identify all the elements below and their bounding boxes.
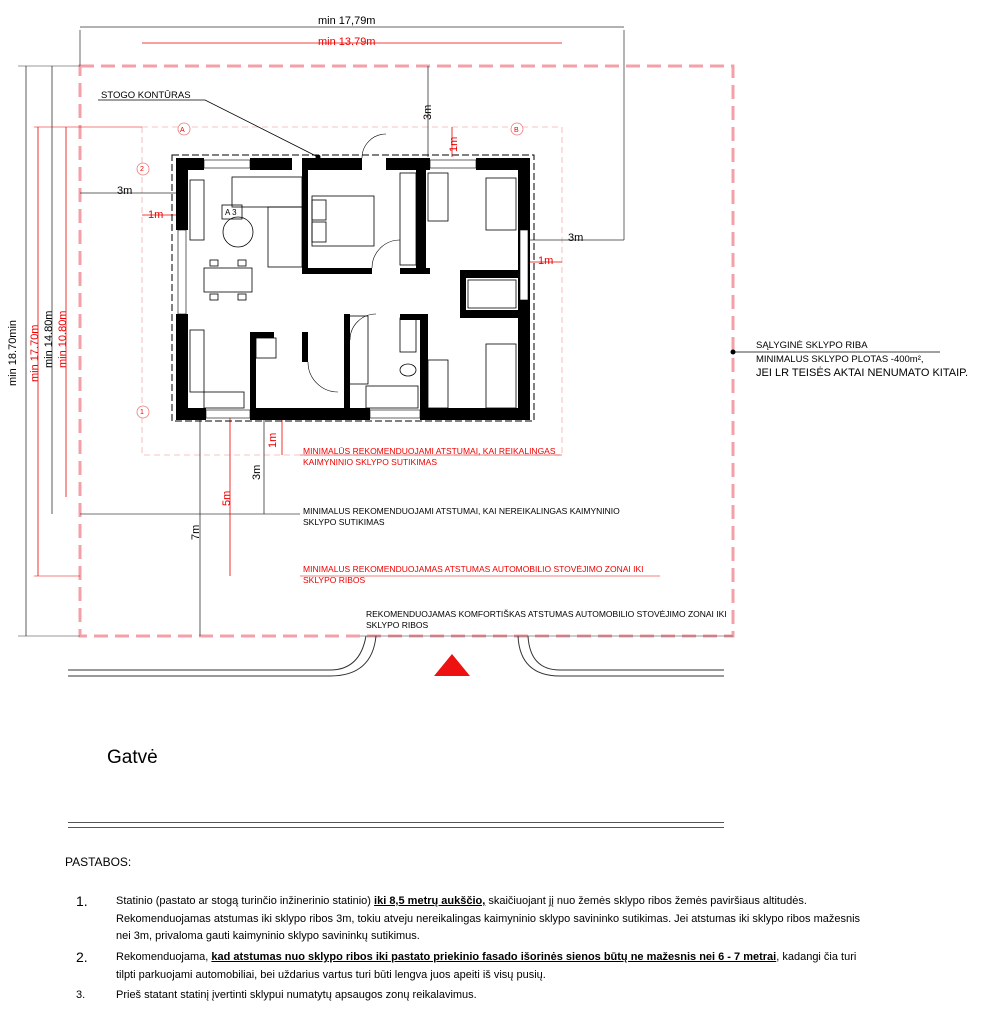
dim-bottom-7m: 7m bbox=[190, 524, 202, 540]
dim-right-3m: 3m bbox=[568, 232, 584, 244]
roof-outline-label: STOGO KONTŪRAS bbox=[101, 90, 191, 101]
dim-left-overall: min 18.70min bbox=[7, 319, 19, 386]
notes-title: PASTABOS: bbox=[65, 855, 132, 869]
note-text: Statinio (pastato ar stogą turinčio inžinerinio statinio) iki 8,5 metrų aukščio, skaičiuojant jį nuo žemės sklypo ribos žemės paviršiaus altitudės. Rekomenduojamas atstumas iki sklypo ribos 3m, tokiu atveju nereikalingas kaimyninio sklypo savininko sutikimas. Jei atstumas iki sklypo ribos mažesnis nei 3m, privaloma gauti kaimyninio sklypo savininkų sutikimus. bbox=[116, 895, 861, 942]
parking-min-label-1: MINIMALUS REKOMENDUOJAMAS ATSTUMAS AUTOMOBILIO STOVĖJIMO ZONAI IKI bbox=[303, 564, 644, 574]
dim-top-overall: min 17,79m bbox=[318, 15, 376, 27]
neighbor-required-label-1: MINIMALŪS REKOMENDUOJAMI ATSTUMAI, KAI REIKALINGAS bbox=[303, 446, 556, 456]
plot-boundary-label-3: JEI LR TEISĖS AKTAI NENUMATO KITAIP. bbox=[756, 367, 969, 379]
neighbor-not-required-label-1: MINIMALUS REKOMENDUOJAMI ATSTUMAI, KAI NEREIKALINGAS KAIMYNINIO bbox=[303, 506, 620, 516]
dim-top-3m: 3m bbox=[422, 104, 434, 120]
room-tag: A 3 bbox=[225, 208, 237, 217]
roof-outline bbox=[172, 155, 534, 421]
axis-a-label: A bbox=[180, 127, 185, 134]
driveway-curbs bbox=[68, 636, 724, 676]
note-number: 1. bbox=[76, 893, 88, 909]
doors bbox=[308, 134, 400, 392]
building-walls bbox=[176, 158, 530, 420]
dim-top-red: min 13.79m bbox=[318, 36, 376, 48]
left-dimensions bbox=[18, 66, 176, 636]
windows bbox=[178, 160, 528, 418]
note-number: 2. bbox=[76, 949, 88, 965]
dim-left-red2: min 10.80m bbox=[57, 310, 69, 368]
note-text: Rekomenduojama, kad atstumas nuo sklypo ribos iki pastato priekinio fasado išorinės sienos būtų ne mažesnis nei 6 - 7 metrai, kadangi čia turi tilpti parkuojami automobiliai, bei uždarius vartus turi būti lengva juos apeiti iš visų pusių. bbox=[116, 951, 857, 981]
parking-comfort-label-2: SKLYPO RIBOS bbox=[366, 620, 429, 630]
furniture bbox=[190, 173, 516, 408]
street-line bbox=[68, 822, 724, 828]
axis-b-label: B bbox=[514, 127, 519, 134]
neighbor-not-required-label-2: SKLYPO SUTIKIMAS bbox=[303, 517, 385, 527]
parking-min-label-2: SKLYPO RIBOS bbox=[303, 575, 366, 585]
dim-left-red1: min 17.70m bbox=[29, 324, 41, 382]
note-text: Prieš statant statinį įvertinti sklypui numatytų apsaugos zonų reikalavimus. bbox=[116, 989, 477, 1001]
entrance-arrow bbox=[434, 654, 470, 676]
neighbor-required-label-2: KAIMYNINIO SKLYPO SUTIKIMAS bbox=[303, 457, 437, 467]
dim-left-1m: 1m bbox=[148, 209, 164, 221]
street-label: Gatvė bbox=[107, 747, 158, 768]
axis-1-label: 1 bbox=[140, 409, 144, 416]
plot-boundary-label-2: MINIMALUS SKLYPO PLOTAS -400m², bbox=[756, 354, 924, 365]
dim-right-1m: 1m bbox=[538, 255, 554, 267]
dim-bottom-5m: 5m bbox=[221, 490, 233, 506]
plot-boundary-label-1: SĄLYGINĖ SKLYPO RIBA bbox=[756, 340, 868, 351]
dim-bottom-1m: 1m bbox=[267, 432, 279, 448]
dim-left-2: min 14.80m bbox=[43, 310, 55, 368]
dim-top-1m: 1m bbox=[448, 136, 460, 152]
note-number: 3. bbox=[76, 989, 86, 1001]
parking-comfort-label-1: REKOMENDUOJAMAS KOMFORTIŠKAS ATSTUMAS AUTOMOBILIO STOVĖJIMO ZONAI IKI bbox=[366, 609, 727, 619]
dim-bottom-3m: 3m bbox=[251, 464, 263, 480]
axis-2-label: 2 bbox=[140, 166, 144, 173]
one-meter-zone bbox=[142, 127, 562, 455]
dim-left-3m: 3m bbox=[117, 185, 133, 197]
